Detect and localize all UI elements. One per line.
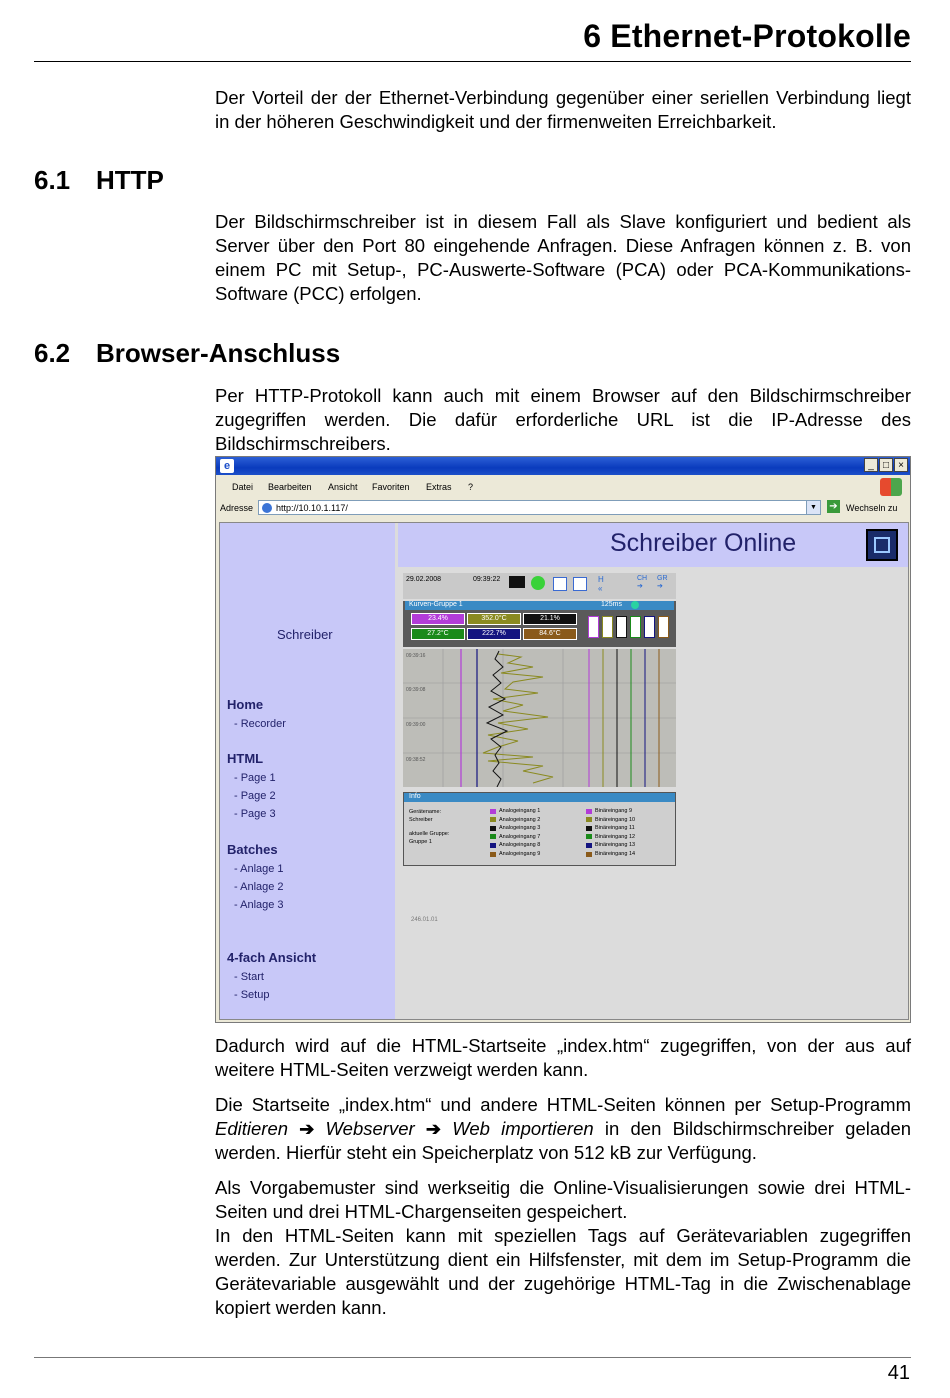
history-icon[interactable]: H « xyxy=(598,575,604,593)
group-name: Kurven-Gruppe 1 xyxy=(409,601,463,608)
fullscreen-icon[interactable] xyxy=(866,529,898,561)
binary-indicator xyxy=(630,616,641,638)
paragraph-text: in den Bildschirmschreiber geladen werden. Hierfür steht ein Speicherplatz von 512 kB zur Verfügung. xyxy=(215,1118,912,1163)
intro-paragraph: Der Vorteil der der Ethernet-Verbindung gegenüber einer seriellen Verbindung liegt in der höheren Geschwindigkeit und der firmenweiten Erreichbarkeit. xyxy=(215,87,911,132)
channel-icon[interactable]: CH ➔ xyxy=(637,575,648,590)
legend-item xyxy=(490,842,540,848)
info-panel xyxy=(403,792,676,866)
legend-item xyxy=(490,834,540,840)
legend-swatch xyxy=(586,826,592,831)
paragraph-defaults: Als Vorgabemuster sind werkseitig die Online-Visualisierungen sowie drei HTML-Seiten und drei HTML-Chargenseiten gespeichert. xyxy=(215,1177,911,1222)
header-rule xyxy=(34,61,911,62)
group-header xyxy=(405,601,674,610)
paragraph-text: Die Startseite „index.htm“ und andere HTML-Seiten können per Setup-Programm xyxy=(215,1094,911,1115)
address-bar xyxy=(216,498,910,518)
legend-swatch xyxy=(490,817,496,822)
menu-bar xyxy=(216,477,910,497)
browser-viewport xyxy=(219,522,909,1020)
nav-setup[interactable]: - Setup xyxy=(234,989,270,1001)
legend-label: Analogeingang 7 xyxy=(499,833,541,840)
paragraph-tags: In den HTML-Seiten kann mit speziellen Tags auf Gerätevariablen zugegriffen werden. Zur Unterstützung dient ein Hilfsfenster, mit dem im Setup-Programm die Gerätevariable ausgewählt und der zugehörige HTML-Tag in die Zwischenablage kopiert werden kann. xyxy=(215,1225,911,1318)
nav-batches[interactable]: Batches xyxy=(227,842,278,857)
time-mark: 09:38:52 xyxy=(406,757,426,763)
menu-path-web-importieren: Web importieren xyxy=(452,1118,594,1139)
time-mark: 09:39:08 xyxy=(406,687,426,693)
section-6-1-heading xyxy=(34,165,164,196)
nav-page-3[interactable]: - Page 3 xyxy=(234,808,276,820)
nav-page-1[interactable]: - Page 1 xyxy=(234,772,276,784)
page-icon xyxy=(262,503,272,513)
paragraph-setup xyxy=(215,1093,911,1165)
group-label: aktuelle Gruppe: xyxy=(409,831,450,837)
ie-icon: e xyxy=(220,459,234,473)
legend-item xyxy=(586,817,635,823)
legend-swatch xyxy=(586,817,592,822)
value-channel-4: 27.2°C xyxy=(411,628,465,640)
binary-indicator xyxy=(644,616,655,638)
legend-label: Binäreingang 11 xyxy=(595,825,635,832)
menu-ansicht[interactable]: Ansicht xyxy=(328,482,358,492)
paragraph-index: Dadurch wird auf die HTML-Startseite „index.htm“ zugegriffen, von der aus auf weitere HTML-Seiten verzweigt werden kann. xyxy=(215,1035,911,1080)
address-input[interactable] xyxy=(258,500,821,515)
section-6-2-heading xyxy=(34,338,340,369)
window-titlebar xyxy=(216,457,910,475)
address-url: http://10.10.1.117/ xyxy=(276,503,348,513)
legend-swatch xyxy=(490,826,496,831)
legend-swatch xyxy=(490,809,496,814)
alarm-icon xyxy=(531,576,545,590)
window-controls xyxy=(864,458,908,472)
chapter-title: 6 Ethernet-Protokolle xyxy=(583,18,911,54)
legend-item xyxy=(490,808,540,814)
nav-page-2[interactable]: - Page 2 xyxy=(234,790,276,802)
device-name: Schreiber xyxy=(409,817,433,823)
legend-label: Analogeingang 1 xyxy=(499,808,541,814)
legend-swatch xyxy=(586,834,592,839)
section-number: 6.1 xyxy=(34,165,71,195)
go-button[interactable]: Wechseln zu xyxy=(846,503,898,513)
group-value: Gruppe 1 xyxy=(409,839,432,845)
legend-swatch xyxy=(490,834,496,839)
legend-item xyxy=(586,825,635,831)
calendar-icon[interactable] xyxy=(553,577,567,591)
nav-title: Schreiber xyxy=(277,627,333,642)
nav-anlage-2[interactable]: - Anlage 2 xyxy=(234,881,284,893)
recorder-status-bar xyxy=(403,573,676,599)
menu-help[interactable]: ? xyxy=(468,482,474,492)
nav-start[interactable]: - Start xyxy=(234,971,264,983)
maximize-icon[interactable]: □ xyxy=(879,458,893,472)
legend-label: Binäreingang 14 xyxy=(595,851,636,857)
section-6-2-text: Per HTTP-Protokoll kann auch mit einem Browser auf den Bildschirmschreiber zugegriffen werden. Die dafür erforderliche URL ist die IP-Adresse des Bildschirmschreibers. xyxy=(215,385,911,454)
binary-indicator xyxy=(616,616,627,638)
menu-datei[interactable]: Datei xyxy=(232,482,254,492)
nav-4fach[interactable]: 4-fach Ansicht xyxy=(227,950,317,965)
browser-screenshot xyxy=(215,456,911,1023)
windows-logo-icon xyxy=(880,478,902,496)
legend-label: Binäreingang 13 xyxy=(595,842,636,849)
menu-bearbeiten[interactable]: Bearbeiten xyxy=(268,482,312,492)
minimize-icon[interactable]: _ xyxy=(864,458,878,472)
legend-label: Analogeingang 8 xyxy=(499,842,541,849)
trend-plot xyxy=(403,649,676,787)
legend-label: Analogeingang 9 xyxy=(499,851,541,857)
legend-label: Binäreingang 10 xyxy=(595,816,636,823)
section-title: HTTP xyxy=(96,165,164,195)
legend-item xyxy=(586,842,635,848)
legend-item xyxy=(490,825,540,831)
value-channel-1: 23.4% xyxy=(411,613,465,625)
legend-swatch xyxy=(490,843,496,848)
binary-indicator xyxy=(602,616,613,638)
legend-item xyxy=(490,817,540,823)
page-number: 41 xyxy=(887,1362,910,1384)
group-icon[interactable]: GR ➔ xyxy=(657,575,668,590)
info-icon xyxy=(631,601,639,609)
section-number: 6.2 xyxy=(34,338,71,368)
sample-rate: 125ms xyxy=(601,601,623,608)
page-icon[interactable] xyxy=(573,577,587,591)
legend-item xyxy=(586,808,632,814)
info-title: Info xyxy=(404,793,675,802)
chevron-down-icon[interactable]: ▼ xyxy=(806,501,820,514)
legend-swatch xyxy=(490,852,496,857)
legend-swatch xyxy=(586,809,592,814)
section-6-1-text: Der Bildschirmschreiber ist in diesem Fall als Slave konfiguriert und bedient als Server über den Port 80 eingehende Anfragen. Diese Anfragen können z. B. von einem PC mit Setup-, PC-Auswerte-Software (PCA) oder PCA-Kommunikations-Software (PCC) erfolgen. xyxy=(215,211,911,304)
nav-anlage-1[interactable]: - Anlage 1 xyxy=(234,863,284,875)
legend-item xyxy=(586,851,635,857)
go-arrow-icon[interactable]: ➔ xyxy=(827,500,840,513)
value-channel-3: 21.1% xyxy=(523,613,577,625)
page-banner xyxy=(398,523,908,567)
version-footer: 246.01.01 xyxy=(411,917,438,923)
trend-curves xyxy=(403,649,676,787)
nav-home[interactable]: Home xyxy=(227,697,264,712)
page-title: Schreiber Online xyxy=(610,529,797,557)
address-label: Adresse xyxy=(220,503,254,513)
menu-extras[interactable]: Extras xyxy=(426,482,452,492)
binary-indicator xyxy=(658,616,669,638)
legend-label: Analogeingang 3 xyxy=(499,825,541,832)
legend-swatch xyxy=(586,852,592,857)
device-name-label: Gerätename: xyxy=(409,809,442,815)
legend-label: Binäreingang 12 xyxy=(595,833,636,840)
nav-html[interactable]: HTML xyxy=(227,751,264,766)
time-mark: 09:39:00 xyxy=(406,722,426,728)
arrow-right-icon: ➔ xyxy=(299,1119,315,1139)
value-channel-6: 84.6°C xyxy=(523,628,577,640)
legend-item xyxy=(490,851,540,857)
menu-path-editieren: Editieren xyxy=(215,1118,289,1139)
menu-path-webserver: Webserver xyxy=(325,1118,415,1139)
close-icon[interactable]: × xyxy=(894,458,908,472)
section-title: Browser-Anschluss xyxy=(96,338,341,368)
menu-favoriten[interactable]: Favoriten xyxy=(372,482,410,492)
recorder-date: 29.02.2008 xyxy=(406,576,442,583)
binary-indicator xyxy=(588,616,599,638)
legend-item xyxy=(586,834,635,840)
legend-label: Analogeingang 2 xyxy=(499,816,541,823)
nav-anlage-3[interactable]: - Anlage 3 xyxy=(234,899,284,911)
group-values xyxy=(403,601,676,647)
footer-rule xyxy=(34,1357,911,1358)
recorder-time: 09:39:22 xyxy=(473,576,501,583)
memory-icon xyxy=(509,576,525,588)
time-mark: 09:39:16 xyxy=(406,653,426,659)
value-channel-2: 352.0°C xyxy=(467,613,521,625)
left-navigation xyxy=(220,523,395,1019)
value-channel-5: 222.7% xyxy=(467,628,521,640)
legend-label: Binäreingang 9 xyxy=(595,808,633,814)
arrow-right-icon: ➔ xyxy=(425,1119,441,1139)
nav-recorder[interactable]: - Recorder xyxy=(234,718,286,730)
legend-swatch xyxy=(586,843,592,848)
